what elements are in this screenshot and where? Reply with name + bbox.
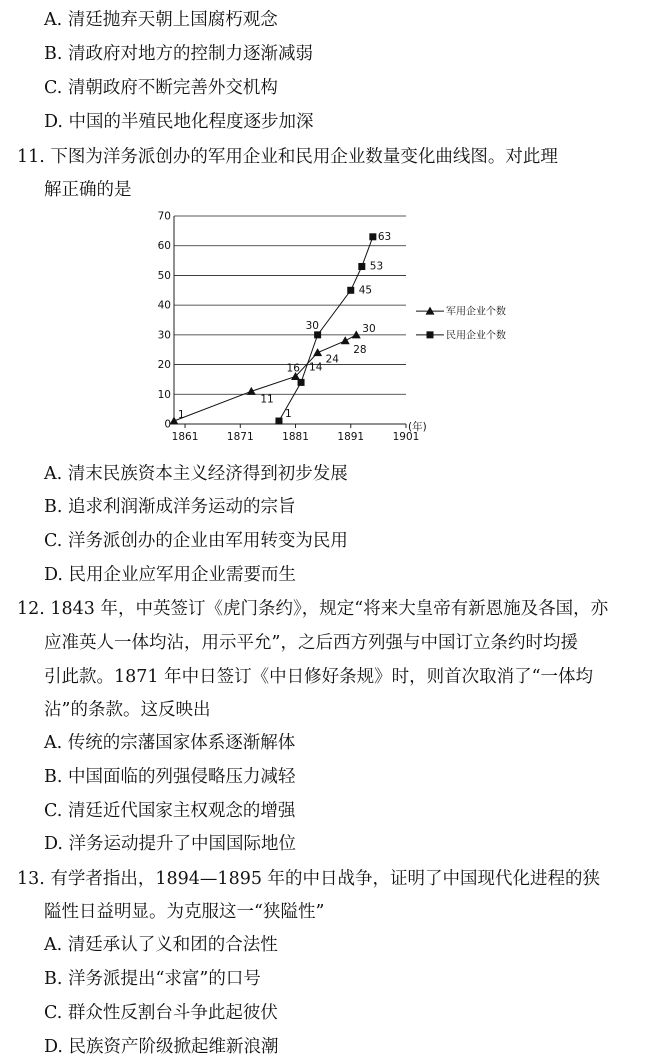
q10-option-c: C. 清朝政府不断完善外交机构 [44,78,278,98]
legend-label-1: 民用企业个数 [446,330,506,342]
data-point-civilian-1 [298,379,305,386]
q11-stem-line-1: 11. 下图为洋务派创办的军用企业和民用企业数量变化曲线图。对此理 [17,147,558,167]
data-label-military-0: 1 [178,409,185,422]
x-tick-label-1871: 1871 [226,431,254,443]
y-tick-labels [158,211,171,431]
q13-option-c: C. 群众性反割台斗争此起彼伏 [44,1003,278,1023]
x-tick-labels [172,431,420,443]
data-point-civilian-0 [275,418,282,425]
q13-option-d: D. 民族资产阶级掀起维新浪潮 [44,1037,279,1057]
q10-option-a: A. 清廷抛弃天朝上国腐朽观念 [44,10,278,30]
enterprise-count-line-chart [146,208,538,456]
q12-option-b: B. 中国面临的列强侵略压力减轻 [44,767,296,787]
chart-series [170,231,392,425]
q12-stem-line-1: 12. 1843 年，中英签订《虎门条约》，规定“将来大皇帝有新恩施及各国，亦 [17,599,609,619]
y-tick-label-0: 0 [164,418,171,431]
chart-legend [416,305,506,342]
x-tick-label-1891: 1891 [337,431,365,443]
q12-option-d: D. 洋务运动提升了中国国际地位 [44,834,297,854]
x-axis-label: (年) [408,421,427,433]
data-label-civilian-3: 45 [358,284,373,297]
q12-stem-line-2: 应准英人一体均沾，用示平允”，之后西方列强与中国订立条约时均援 [44,633,578,653]
data-point-civilian-4 [358,263,365,270]
data-label-military-5: 30 [362,322,376,335]
q13-option-b: B. 洋务派提出“求富”的口号 [44,969,261,989]
q10-option-d: D. 中国的半殖民地化程度逐步加深 [44,112,314,132]
x-tick-label-1861: 1861 [171,431,199,443]
y-tick-label-40: 40 [157,299,171,312]
q11-option-c: C. 洋务派创办的企业由军用转变为民用 [44,531,348,551]
x-tick-label-1901: 1901 [392,431,420,443]
y-tick-label-20: 20 [157,359,171,372]
q12-stem-line-3: 引此款。1871 年中日签订《中日修好条规》时，则首次取消了“一体均 [44,667,594,687]
data-point-civilian-2 [314,331,321,338]
data-label-civilian-1: 14 [309,361,323,374]
data-label-civilian-4: 53 [369,260,384,273]
x-tick-label-1881: 1881 [282,431,309,443]
series-line-military [174,335,356,421]
q10-option-b: B. 清政府对地方的控制力逐渐减弱 [44,44,313,64]
q12-stem-line-4: 沾”的条款。这反映出 [44,700,211,720]
y-tick-label-50: 50 [157,269,171,282]
y-tick-label-70: 70 [157,210,171,223]
q11-stem-line-2: 解正确的是 [44,180,132,200]
data-label-civilian-5: 63 [377,230,392,243]
data-label-military-4: 28 [353,343,367,356]
y-tick-label-60: 60 [157,240,171,253]
data-point-civilian-5 [369,233,376,240]
data-label-civilian-0: 1 [284,408,292,421]
q11-option-a: A. 清末民族资本主义经济得到初步发展 [44,464,348,484]
legend-label-0: 军用企业个数 [446,306,506,318]
data-point-military-5 [352,330,361,338]
q12-option-a: A. 传统的宗藩国家体系逐渐解体 [44,733,296,753]
q13-stem-line-2: 隘性日益明显。为克服这一“狭隘性” [44,902,325,922]
data-label-civilian-2: 30 [305,319,319,332]
q13-stem-line-1: 13. 有学者指出，1894—1895 年的中日战争，证明了中国现代化进程的狭 [17,869,601,889]
data-label-military-2: 16 [286,362,300,375]
data-label-military-3: 24 [325,353,339,366]
q13-option-a: A. 清廷承认了义和团的合法性 [44,935,278,955]
y-tick-label-30: 30 [157,329,171,342]
data-point-civilian-3 [347,287,354,294]
q11-option-b: B. 追求利润渐成洋务运动的宗旨 [44,497,296,517]
q12-option-c: C. 清廷近代国家主权观念的增强 [44,801,296,821]
q11-option-d: D. 民用企业应军用企业需要而生 [44,565,297,585]
data-point-military-4 [341,336,350,344]
legend-marker-1 [427,331,434,338]
data-point-military-1 [247,387,256,395]
data-point-military-3 [313,348,322,356]
data-label-military-1: 11 [260,393,274,406]
y-tick-label-10: 10 [157,388,171,401]
